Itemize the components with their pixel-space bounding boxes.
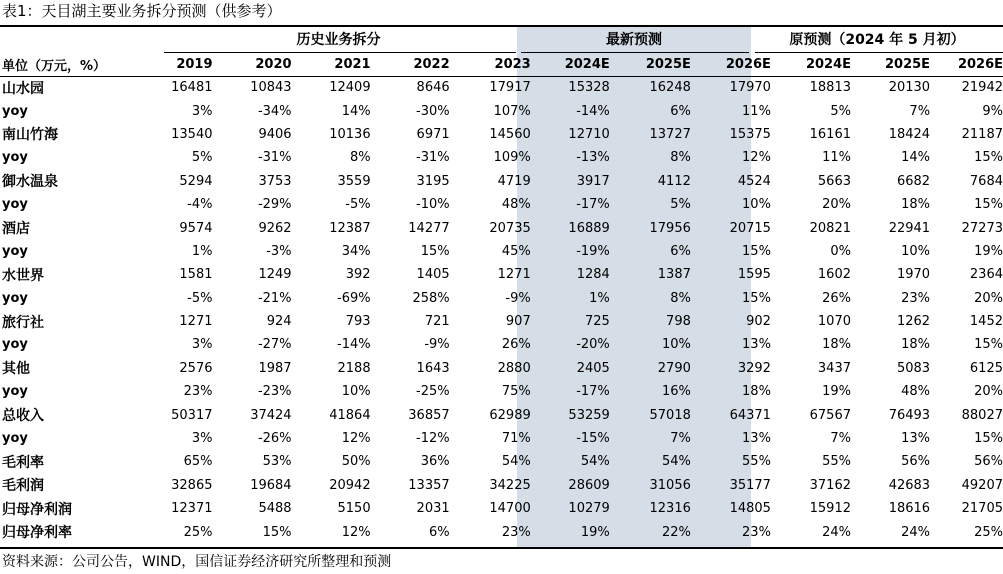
table-cell: 14700 <box>489 501 531 517</box>
table-cell: 23% <box>501 524 531 540</box>
table-cell: 392 <box>345 267 371 283</box>
table-cell: 15375 <box>729 126 771 142</box>
table-cell: 5% <box>670 197 691 213</box>
table-cell: 24% <box>901 524 931 540</box>
table-cell: -20% <box>576 337 610 353</box>
table-cell: 3% <box>191 103 213 119</box>
table-cell: 15% <box>742 290 771 306</box>
table-cell: 0% <box>830 243 851 259</box>
table-cell: 3559 <box>337 173 371 189</box>
table-cell: 18616 <box>888 501 931 517</box>
table-cell: 67567 <box>809 407 851 423</box>
table-cell: 1249 <box>258 267 292 283</box>
table-row <box>0 380 1003 403</box>
table-cell: 45% <box>501 243 531 259</box>
table-cell: 20735 <box>489 220 531 236</box>
table-row <box>0 474 1003 497</box>
table-cell: 15% <box>420 243 450 259</box>
table-cell: 6% <box>670 103 691 119</box>
table-cell: 1284 <box>576 267 610 283</box>
row-label: 御水温泉 <box>2 174 58 191</box>
table-cell: 16161 <box>809 126 851 142</box>
table-cell: -21% <box>257 290 292 306</box>
table-row <box>0 357 1003 380</box>
table-cell: 88027 <box>961 407 1003 423</box>
table-cell: 13% <box>901 431 931 447</box>
table-cell: -12% <box>416 431 450 447</box>
table-cell: 54% <box>580 454 610 470</box>
table-cell: 12% <box>341 431 371 447</box>
table-cell: -10% <box>416 197 450 213</box>
table-cell: -29% <box>257 197 292 213</box>
table-cell: -14% <box>576 103 610 119</box>
unit-header: 单位（万元，%） <box>2 58 107 74</box>
table-cell: 54% <box>661 454 691 470</box>
table-cell: 26% <box>822 290 851 306</box>
table-cell: 26% <box>501 337 531 353</box>
table-cell: 76493 <box>888 407 931 423</box>
table-cell: 1987 <box>258 360 292 376</box>
table-cell: 17970 <box>729 80 771 96</box>
top-rule <box>0 25 1003 27</box>
table-cell: 3% <box>191 337 213 353</box>
table-cell: 17917 <box>489 80 531 96</box>
table-cell: 3753 <box>258 173 292 189</box>
table-cell: 1581 <box>179 267 213 283</box>
table-cell: 20715 <box>729 220 771 236</box>
table-cell: 75% <box>501 384 531 400</box>
table-cell: 65% <box>183 454 213 470</box>
table-cell: 1% <box>191 243 213 259</box>
table-cell: 1070 <box>817 314 851 330</box>
table-cell: 1452 <box>969 314 1003 330</box>
table-cell: 1602 <box>817 267 851 283</box>
table-row <box>0 170 1003 193</box>
table-cell: 7% <box>830 431 851 447</box>
table-cell: 16889 <box>568 220 610 236</box>
table-cell: 924 <box>266 314 292 330</box>
table-cell: 7684 <box>969 173 1003 189</box>
table-cell: 21187 <box>961 126 1003 142</box>
group-original-forecast: 原预测（2024 年 5 月初） <box>789 32 965 48</box>
year-header: 2024E <box>805 56 851 72</box>
table-cell: 9% <box>982 103 1003 119</box>
table-cell: 8% <box>349 150 371 166</box>
table-row <box>0 333 1003 356</box>
table-cell: -5% <box>187 290 213 306</box>
table-cell: 1387 <box>657 267 691 283</box>
table-cell: 41864 <box>329 407 371 423</box>
table-cell: 3292 <box>737 360 771 376</box>
table-cell: 50% <box>341 454 371 470</box>
row-label: yoy <box>2 290 28 306</box>
table-cell: -4% <box>187 197 213 213</box>
table-row <box>0 99 1003 122</box>
table-cell: 53259 <box>568 407 610 423</box>
table-cell: 6% <box>429 524 450 540</box>
table-cell: 13% <box>742 431 771 447</box>
table-cell: 793 <box>345 314 371 330</box>
table-cell: 15% <box>262 524 292 540</box>
table-cell: 725 <box>584 314 610 330</box>
table-cell: -69% <box>337 290 371 306</box>
table-cell: 14% <box>901 150 931 166</box>
year-header: 2025E <box>884 56 931 72</box>
table-cell: -9% <box>505 290 531 306</box>
year-header: 2019 <box>176 56 213 72</box>
table-cell: 902 <box>746 314 771 330</box>
table-cell: 9406 <box>258 126 292 142</box>
row-label: 毛利润 <box>2 478 44 495</box>
table-cell: 14% <box>341 103 371 119</box>
table-cell: 12387 <box>329 220 371 236</box>
table-cell: 5% <box>191 150 213 166</box>
table-cell: 5294 <box>179 173 213 189</box>
table-cell: 55% <box>822 454 851 470</box>
table-cell: 48% <box>901 384 931 400</box>
table-cell: -19% <box>576 243 610 259</box>
table-cell: -15% <box>576 431 610 447</box>
table-cell: 14805 <box>729 501 771 517</box>
table-cell: 5% <box>830 103 851 119</box>
table-cell: 12% <box>742 150 771 166</box>
table-cell: 2880 <box>497 360 531 376</box>
table-cell: 15% <box>974 431 1003 447</box>
table-cell: -30% <box>416 103 450 119</box>
table-cell: 2405 <box>576 360 610 376</box>
row-label: yoy <box>2 197 28 213</box>
year-header: 2022 <box>413 56 450 72</box>
table-cell: 37162 <box>809 477 851 493</box>
table-cell: 10% <box>742 197 771 213</box>
table-cell: 1595 <box>737 267 771 283</box>
table-cell: -25% <box>416 384 450 400</box>
table-cell: 56% <box>974 454 1003 470</box>
table-row <box>0 427 1003 450</box>
table-cell: 11% <box>742 103 771 119</box>
table-cell: 17956 <box>649 220 691 236</box>
row-label: 归母净利润 <box>2 501 72 518</box>
table-cell: 42683 <box>888 477 931 493</box>
table-cell: -9% <box>424 337 450 353</box>
table-cell: 57018 <box>649 407 691 423</box>
table-cell: 64371 <box>729 407 771 423</box>
table-cell: 16248 <box>649 80 691 96</box>
table-row <box>0 287 1003 310</box>
table-cell: 3% <box>191 431 213 447</box>
row-label: yoy <box>2 103 28 119</box>
table-cell: 2031 <box>416 501 450 517</box>
table-cell: -17% <box>576 384 610 400</box>
table-row <box>0 497 1003 520</box>
row-label: yoy <box>2 384 28 400</box>
table-row <box>0 450 1003 473</box>
row-label: 酒店 <box>2 221 30 238</box>
table-cell: -27% <box>257 337 292 353</box>
table-cell: 1970 <box>896 267 931 283</box>
table-cell: 12371 <box>171 501 213 517</box>
table-cell: 15% <box>974 337 1003 353</box>
table-cell: 20821 <box>809 220 851 236</box>
table-cell: 22% <box>661 524 691 540</box>
table-cell: 15% <box>742 243 771 259</box>
table-cell: 4719 <box>497 173 531 189</box>
table-title: 表1：天目湖主要业务拆分预测（供参考） <box>2 2 282 20</box>
table-cell: 28609 <box>568 477 610 493</box>
table-cell: 2790 <box>657 360 691 376</box>
table-cell: -17% <box>576 197 610 213</box>
year-header: 2021 <box>334 56 371 72</box>
table-row <box>0 146 1003 169</box>
table-cell: 13357 <box>408 477 450 493</box>
table-cell: 20% <box>974 290 1003 306</box>
table-cell: 12710 <box>568 126 610 142</box>
table-cell: 12% <box>341 524 371 540</box>
table-cell: 2576 <box>179 360 213 376</box>
year-header: 2026E <box>957 56 1003 72</box>
group-history: 历史业务拆分 <box>296 32 381 48</box>
table-row <box>0 403 1003 426</box>
table-cell: 34225 <box>489 477 531 493</box>
table-cell: 21705 <box>961 501 1003 517</box>
table-cell: 36% <box>420 454 450 470</box>
table-cell: 14277 <box>408 220 450 236</box>
table-cell: 6125 <box>969 360 1003 376</box>
table-cell: 71% <box>501 431 531 447</box>
forecast-table <box>0 52 1003 544</box>
table-cell: 15% <box>974 150 1003 166</box>
table-cell: -31% <box>416 150 450 166</box>
table-row <box>0 310 1003 333</box>
table-cell: 34% <box>341 243 371 259</box>
table-row <box>0 193 1003 216</box>
table-cell: 1643 <box>416 360 450 376</box>
row-label: 总收入 <box>2 408 44 425</box>
row-label: 毛利率 <box>2 454 44 471</box>
table-cell: 56% <box>901 454 931 470</box>
table-cell: 18% <box>822 337 851 353</box>
table-cell: 20% <box>974 384 1003 400</box>
table-cell: 8% <box>670 150 691 166</box>
table-cell: 32865 <box>171 477 213 493</box>
table-cell: 15912 <box>809 501 851 517</box>
table-cell: 109% <box>493 150 531 166</box>
table-cell: 10843 <box>250 80 292 96</box>
table-cell: 3195 <box>416 173 450 189</box>
table-cell: 8% <box>670 290 691 306</box>
group-latest-forecast: 最新预测 <box>606 32 662 48</box>
table-cell: 16% <box>661 384 691 400</box>
table-cell: 20% <box>822 197 851 213</box>
table-cell: 49207 <box>961 477 1003 493</box>
table-cell: 20942 <box>329 477 371 493</box>
table-cell: 6682 <box>896 173 931 189</box>
table-cell: 35177 <box>729 477 771 493</box>
table-cell: 23% <box>742 524 771 540</box>
table-cell: 12409 <box>329 80 371 96</box>
row-label: yoy <box>2 150 28 166</box>
table-cell: 22941 <box>888 220 931 236</box>
table-cell: 13540 <box>171 126 213 142</box>
table-cell: 55% <box>742 454 771 470</box>
table-cell: 5488 <box>258 501 292 517</box>
table-cell: 3917 <box>576 173 610 189</box>
table-cell: 8646 <box>416 80 450 96</box>
table-cell: -31% <box>257 150 292 166</box>
table-cell: 48% <box>501 197 531 213</box>
table-cell: 4524 <box>737 173 771 189</box>
table-cell: 13% <box>742 337 771 353</box>
row-label: yoy <box>2 243 28 259</box>
table-cell: 24% <box>822 524 851 540</box>
table-cell: 37424 <box>250 407 292 423</box>
table-cell: 19684 <box>250 477 292 493</box>
table-cell: 4112 <box>657 173 691 189</box>
row-label: yoy <box>2 337 28 353</box>
table-cell: 9262 <box>258 220 292 236</box>
table-cell: 1405 <box>416 267 450 283</box>
table-cell: 13727 <box>649 126 691 142</box>
table-cell: 798 <box>666 314 691 330</box>
table-cell: 2188 <box>337 360 371 376</box>
table-row <box>0 263 1003 286</box>
table-row <box>0 240 1003 263</box>
table-cell: 20130 <box>888 80 931 96</box>
table-cell: 2364 <box>969 267 1003 283</box>
table-cell: -5% <box>345 197 371 213</box>
table-cell: 3437 <box>817 360 851 376</box>
table-cell: 15% <box>974 197 1003 213</box>
table-cell: 6971 <box>416 126 450 142</box>
table-cell: 258% <box>412 290 450 306</box>
row-label: 旅行社 <box>2 314 44 331</box>
table-cell: 1262 <box>896 314 931 330</box>
table-cell: 907 <box>505 314 531 330</box>
table-cell: -14% <box>337 337 371 353</box>
table-cell: 54% <box>501 454 531 470</box>
table-cell: 11% <box>822 150 851 166</box>
row-label: 南山竹海 <box>2 127 58 144</box>
row-label: 其他 <box>2 361 30 378</box>
table-row <box>0 76 1003 99</box>
table-cell: 1271 <box>497 267 531 283</box>
table-cell: 21942 <box>961 80 1003 96</box>
table-row <box>0 216 1003 239</box>
table-cell: 9574 <box>179 220 213 236</box>
table-cell: 10% <box>661 337 691 353</box>
table-cell: 18813 <box>809 80 851 96</box>
table-cell: 25% <box>974 524 1003 540</box>
table-cell: 6% <box>670 243 691 259</box>
table-cell: 1% <box>589 290 610 306</box>
table-cell: 36857 <box>408 407 450 423</box>
table-cell: 5083 <box>896 360 931 376</box>
table-cell: 50317 <box>171 407 213 423</box>
table-cell: 25% <box>183 524 213 540</box>
table-cell: 107% <box>493 103 531 119</box>
table-cell: -13% <box>576 150 610 166</box>
table-row <box>0 520 1003 543</box>
table-cell: 23% <box>901 290 931 306</box>
table-cell: 62989 <box>489 407 531 423</box>
table-cell: 7% <box>670 431 691 447</box>
table-cell: 18% <box>742 384 771 400</box>
header-row <box>0 52 1003 76</box>
table-cell: 10136 <box>329 126 371 142</box>
year-header: 2023 <box>494 56 531 72</box>
row-label: yoy <box>2 431 28 447</box>
year-header: 2026E <box>725 56 771 72</box>
table-cell: 16481 <box>171 80 213 96</box>
table-cell: 19% <box>580 524 610 540</box>
row-label: 山水园 <box>2 80 44 97</box>
table-row <box>0 123 1003 146</box>
table-cell: 14560 <box>489 126 531 142</box>
table-cell: 27273 <box>961 220 1003 236</box>
year-header: 2020 <box>255 56 292 72</box>
table-cell: 19% <box>822 384 851 400</box>
table-cell: 15328 <box>568 80 610 96</box>
table-cell: 5150 <box>337 501 371 517</box>
table-cell: 18424 <box>888 126 931 142</box>
row-label: 水世界 <box>2 267 44 284</box>
table-cell: 10279 <box>568 501 610 517</box>
table-cell: 721 <box>424 314 450 330</box>
table-cell: 19% <box>974 243 1003 259</box>
source-note: 资料来源：公司公告，WIND，国信证券经济研究所整理和预测 <box>2 554 392 570</box>
year-header: 2025E <box>645 56 691 72</box>
table-cell: 18% <box>901 197 931 213</box>
row-label: 归母净利率 <box>2 525 72 542</box>
table-cell: 5663 <box>817 173 851 189</box>
year-header: 2024E <box>564 56 610 72</box>
bottom-rule <box>0 547 1003 549</box>
table-cell: -34% <box>257 103 292 119</box>
table-cell: 23% <box>183 384 213 400</box>
table-cell: 18% <box>901 337 931 353</box>
table-cell: 1271 <box>179 314 213 330</box>
table-cell: 12316 <box>649 501 691 517</box>
table-cell: -3% <box>266 243 292 259</box>
table-cell: 10% <box>901 243 931 259</box>
table-cell: -23% <box>257 384 292 400</box>
table-cell: -26% <box>257 431 292 447</box>
table-cell: 7% <box>909 103 931 119</box>
table-cell: 31056 <box>649 477 691 493</box>
table-cell: 10% <box>341 384 371 400</box>
table-cell: 53% <box>262 454 292 470</box>
